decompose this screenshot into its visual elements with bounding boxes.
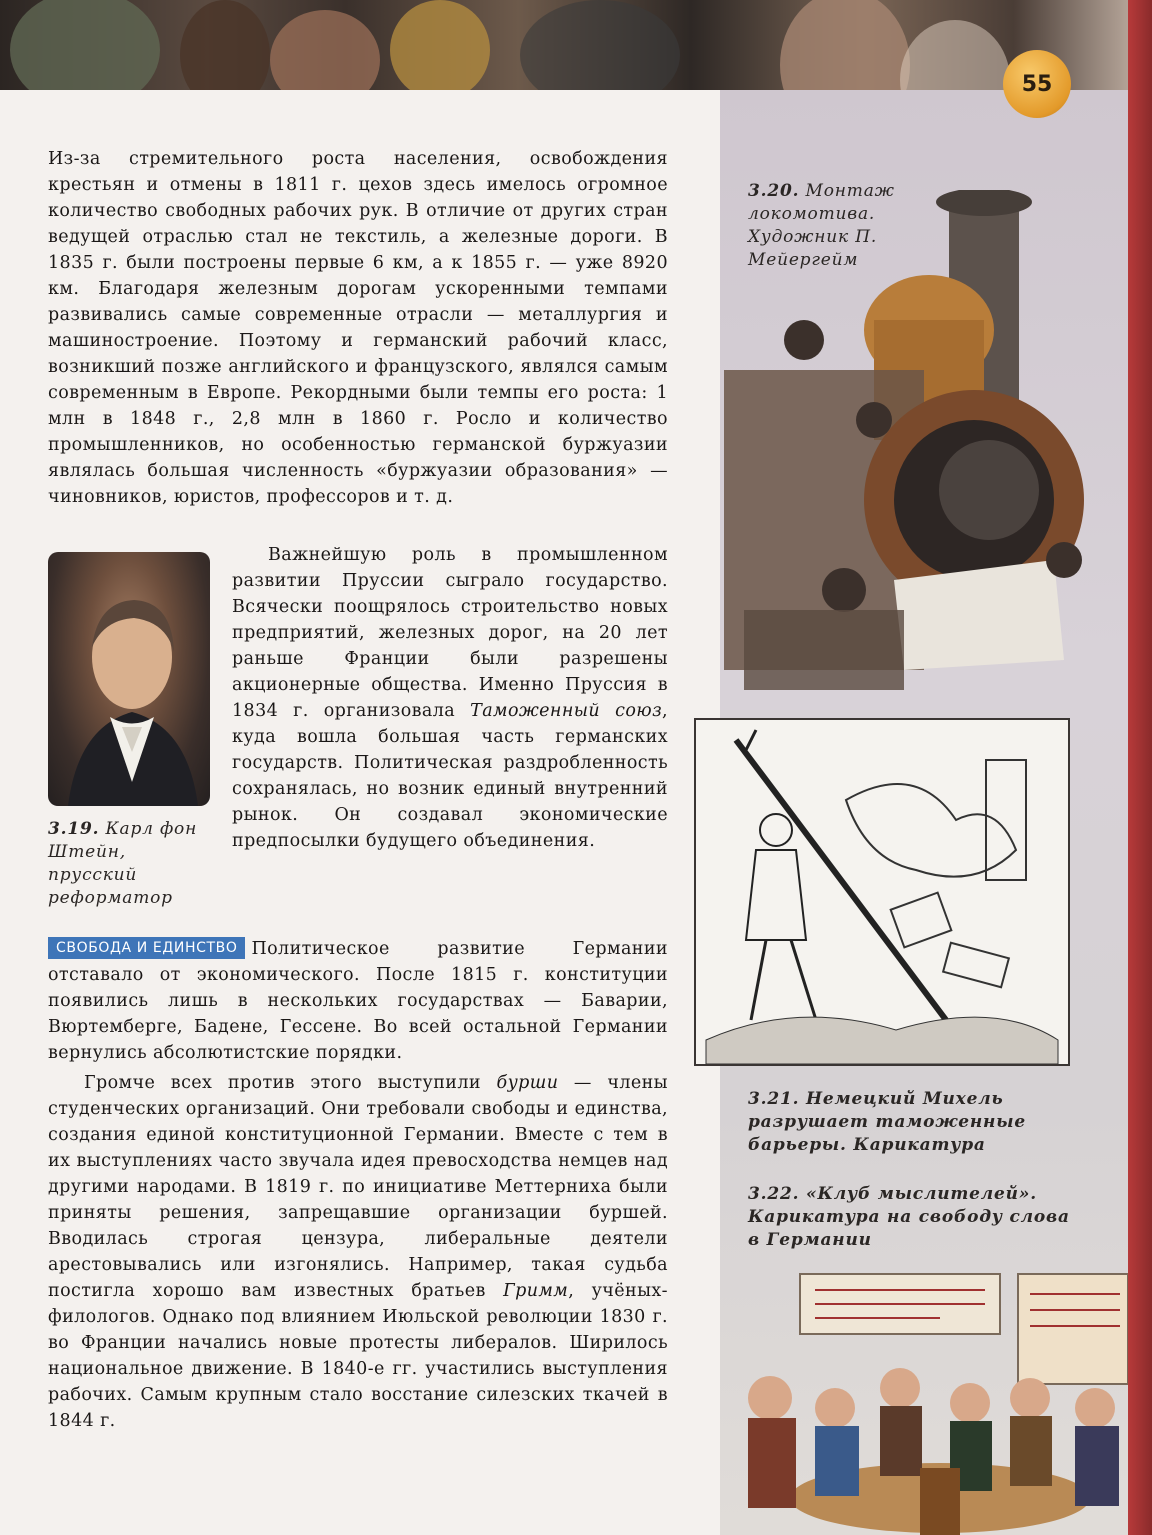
paragraph-burschen-a: Громче всех против этого выступили xyxy=(84,1073,497,1093)
paragraph-freedom-unity-text: Политическое развитие Германии отставало от экономического. После 1815 г. конституции появились лишь в нескольких государствах — Баварии, Вюртемберге, Бадене, Гессене. Во всей остальной Германии вернулись абсолютистские порядки. xyxy=(48,939,668,1063)
caption-3-20-number: 3.20. xyxy=(748,181,800,201)
portrait-stein xyxy=(48,552,210,806)
portrait-stein-drawing xyxy=(48,552,210,806)
illustration-locomotive-assembly xyxy=(724,190,1134,720)
caption-3-19-text: Карл фон Штейн, прусский реформатор xyxy=(48,819,198,908)
section-tag-freedom-unity: СВОБОДА И ЕДИНСТВО xyxy=(48,937,245,959)
caption-3-20-text: Монтаж локомотива. Художник П. Мейергейм xyxy=(748,181,895,270)
term-grimm: Гримм xyxy=(503,1281,569,1301)
caption-3-21: 3.21. Немецкий Михель разрушает таможенные барьеры. Карикатура xyxy=(748,1089,1026,1155)
caption-3-22: 3.22. «Клуб мыслителей». Карикатура на свободу слова в Германии xyxy=(748,1184,1070,1250)
crown-medal xyxy=(390,0,490,100)
page-number-badge: 55 xyxy=(1003,50,1071,118)
paragraph-industry: Из-за стремительного роста населения, освобождения крестьян и отмены в 1811 г. цехов здесь имелось огромное количество свободных рабочих рук. В отличие от других стран ведущей отраслью стал не текстиль, а железные дороги. В 1835 г. были построены первые 6 км, а к 1855 г. — уже 8920 км. Благодаря железным дорогам ускоренными темпами развивались самые современные отрасли — металлургия и машиностроение. Поэтому и германский рабочий класс, возникший позже английского и французского, являлся самым современным в Европе. Рекордными были темпы его роста: 1 млн в 1848 г., 2,8 млн в 1860 г. Росло и количество промышленников, но особенностью германской буржуазии являлась большая численность «буржуазии образования» — чиновников, юристов, профессоров и т. д. xyxy=(48,149,668,507)
paragraph-burschen xyxy=(48,1070,668,1434)
term-customs-union: Таможенный союз xyxy=(470,701,663,721)
thinkers-club-drawing xyxy=(740,1268,1128,1535)
paragraph-freedom-unity xyxy=(48,936,668,1066)
illustration-thinkers-club xyxy=(740,1268,1128,1535)
term-burschen: бурши xyxy=(496,1073,559,1093)
illustration-michel-cartoon xyxy=(694,718,1070,1066)
paragraph-burschen-c: , учёных-филологов. Однако под влиянием Июльской революции 1830 г. во Франции начались новые протесты либералов. Ширилось национальное движение. В 1840-е гг. участились выступления рабочих. Самым крупным стало восстание силезских ткачей в 1844 г. xyxy=(48,1281,668,1431)
caption-3-19 xyxy=(48,818,218,910)
caption-3-19-number: 3.19. xyxy=(48,819,100,839)
locomotive-drawing xyxy=(724,190,1134,720)
paragraph-state-role-b: , куда вошла большая часть германских государств. Политическая раздробленность сохранялась, но возник единый внутренний рынок. Он создавал экономические предпосылки будущего объединения. xyxy=(232,701,668,851)
paragraph-state-role-a: Важнейшую роль в промышленном развитии Пруссии сыграло государство. Всячески поощрялось строительство новых предприятий, железных дорог, на 20 лет раньше Франции были разрешены акционерные общества. Именно Пруссия в 1834 г. организовала xyxy=(232,545,668,721)
paragraph-burschen-b: — члены студенческих организаций. Они требовали свободы и единства, создания единой конституционной Германии. Вместе с тем в их выступлениях часто звучала идея превосходства немцев над другими народами. В 1819 г. по инициативе Меттерниха были приняты решения, запрещавшие организации буршей. Вводилась строгая цензура, либеральные деятели арестовывались или изгонялись. Например, такая судьба постигла хорошо вам известных братьев xyxy=(48,1073,669,1301)
paragraph-state-role xyxy=(232,542,668,854)
michel-cartoon-drawing xyxy=(696,720,1068,1064)
